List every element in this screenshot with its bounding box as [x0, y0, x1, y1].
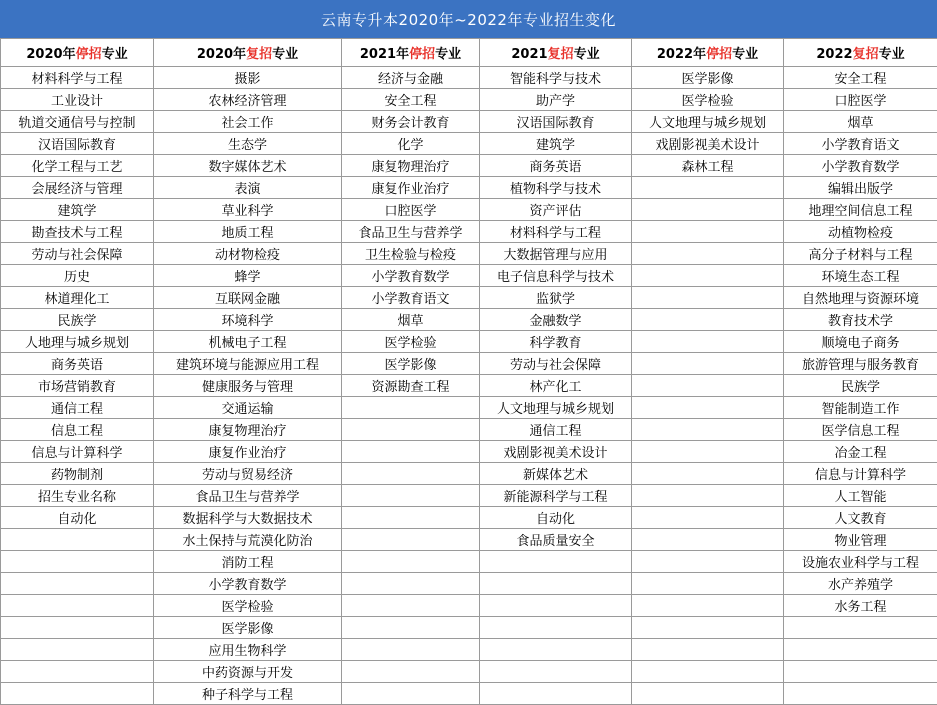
table-cell: 助产学 — [480, 89, 632, 111]
table-cell: 药物制剂 — [1, 463, 154, 485]
table-cell — [632, 331, 784, 353]
table-cell — [632, 551, 784, 573]
table-cell — [632, 683, 784, 705]
header-status: 停招 — [75, 47, 102, 62]
table-cell: 数据科学与大数据技术 — [154, 507, 342, 529]
table-cell: 草业科学 — [154, 199, 342, 221]
table-cell: 物业管理 — [784, 529, 937, 551]
table-cell: 康复物理治疗 — [154, 419, 342, 441]
table-cell: 资源勘查工程 — [342, 375, 480, 397]
table-cell — [632, 287, 784, 309]
table-cell: 智能制造工作 — [784, 397, 937, 419]
table-cell — [480, 639, 632, 661]
table-cell: 商务英语 — [480, 155, 632, 177]
table-cell: 劳动与贸易经济 — [154, 463, 342, 485]
table-cell: 建筑学 — [1, 199, 154, 221]
table-cell: 医学检验 — [632, 89, 784, 111]
table-cell: 中药资源与开发 — [154, 661, 342, 683]
table-cell: 经济与金融 — [342, 67, 480, 89]
header-year: 2022年 — [656, 47, 707, 62]
table-row — [1, 441, 937, 463]
table-cell — [632, 595, 784, 617]
table-cell: 自动化 — [1, 507, 154, 529]
table-cell: 信息与计算科学 — [1, 441, 154, 463]
table-cell: 小学教育语文 — [784, 133, 937, 155]
column-header — [784, 39, 937, 67]
table-cell — [342, 661, 480, 683]
table-cell — [342, 507, 480, 529]
table-cell: 汉语国际教育 — [480, 111, 632, 133]
table-row — [1, 133, 937, 155]
table-cell — [1, 529, 154, 551]
table-cell: 林产化工 — [480, 375, 632, 397]
table-cell — [342, 419, 480, 441]
table-row — [1, 573, 937, 595]
table-row — [1, 199, 937, 221]
table-cell — [632, 199, 784, 221]
table-row — [1, 507, 937, 529]
table-cell: 戏剧影视美术设计 — [480, 441, 632, 463]
table-cell: 材料科学与工程 — [1, 67, 154, 89]
table-row — [1, 529, 937, 551]
header-year: 2021 — [511, 47, 548, 62]
header-suffix: 专业 — [732, 47, 759, 62]
table-cell: 会展经济与管理 — [1, 177, 154, 199]
header-suffix: 专业 — [101, 47, 128, 62]
table-cell: 社会工作 — [154, 111, 342, 133]
table-cell: 资产评估 — [480, 199, 632, 221]
table-cell: 生态学 — [154, 133, 342, 155]
table-cell: 人工智能 — [784, 485, 937, 507]
header-status: 停招 — [706, 47, 733, 62]
table-cell: 化学 — [342, 133, 480, 155]
table-cell — [1, 573, 154, 595]
table-cell: 水产养殖学 — [784, 573, 937, 595]
table-cell — [632, 463, 784, 485]
table-cell: 摄影 — [154, 67, 342, 89]
table-cell — [342, 639, 480, 661]
table-cell: 教育技术学 — [784, 309, 937, 331]
table-cell — [342, 551, 480, 573]
table-cell: 地理空间信息工程 — [784, 199, 937, 221]
table-cell — [1, 639, 154, 661]
table-cell: 汉语国际教育 — [1, 133, 154, 155]
header-suffix: 专业 — [878, 47, 905, 62]
table-cell: 历史 — [1, 265, 154, 287]
table-cell — [1, 683, 154, 705]
table-cell: 通信工程 — [1, 397, 154, 419]
table-cell: 环境科学 — [154, 309, 342, 331]
table-row — [1, 485, 937, 507]
table-cell: 水务工程 — [784, 595, 937, 617]
table-cell: 安全工程 — [342, 89, 480, 111]
table-cell: 轨道交通信号与控制 — [1, 111, 154, 133]
table-cell: 化学工程与工艺 — [1, 155, 154, 177]
table-row — [1, 595, 937, 617]
table-cell — [632, 353, 784, 375]
column-header — [1, 39, 154, 67]
table-row — [1, 617, 937, 639]
table-row — [1, 177, 937, 199]
table-cell: 烟草 — [342, 309, 480, 331]
table-row — [1, 463, 937, 485]
table-cell — [1, 617, 154, 639]
table-cell — [632, 507, 784, 529]
table-cell — [632, 397, 784, 419]
table-cell: 康复作业治疗 — [342, 177, 480, 199]
table-cell: 自然地理与资源环境 — [784, 287, 937, 309]
table-cell: 人文地理与城乡规划 — [480, 397, 632, 419]
table-cell: 种子科学与工程 — [154, 683, 342, 705]
header-year: 2021年 — [359, 47, 410, 62]
table-cell: 金融数学 — [480, 309, 632, 331]
table-cell: 旅游管理与服务教育 — [784, 353, 937, 375]
table-cell: 材料科学与工程 — [480, 221, 632, 243]
header-suffix: 专业 — [435, 47, 462, 62]
table-cell — [632, 243, 784, 265]
table-cell — [632, 419, 784, 441]
table-cell — [342, 529, 480, 551]
table-cell — [632, 529, 784, 551]
table-cell — [342, 683, 480, 705]
table-row — [1, 265, 937, 287]
table-cell: 新能源科学与工程 — [480, 485, 632, 507]
table-cell: 植物科学与技术 — [480, 177, 632, 199]
table-cell: 高分子材料与工程 — [784, 243, 937, 265]
table-cell — [480, 551, 632, 573]
table-cell: 小学教育语文 — [342, 287, 480, 309]
table-cell: 大数据管理与应用 — [480, 243, 632, 265]
table-cell: 顺境电子商务 — [784, 331, 937, 353]
table-cell — [632, 573, 784, 595]
table-cell — [632, 265, 784, 287]
table-cell — [1, 661, 154, 683]
table-cell — [480, 683, 632, 705]
table-cell: 人文地理与城乡规划 — [632, 111, 784, 133]
table-cell: 口腔医学 — [784, 89, 937, 111]
table-row — [1, 419, 937, 441]
table-cell: 医学影像 — [342, 353, 480, 375]
table-cell: 新媒体艺术 — [480, 463, 632, 485]
table-cell: 动材物检疫 — [154, 243, 342, 265]
table-row — [1, 243, 937, 265]
table-row — [1, 67, 937, 89]
table-cell: 人地理与城乡规划 — [1, 331, 154, 353]
header-row — [1, 39, 937, 67]
table-cell — [342, 595, 480, 617]
table-cell: 数字媒体艺术 — [154, 155, 342, 177]
table-cell: 医学信息工程 — [784, 419, 937, 441]
table-cell — [632, 441, 784, 463]
table-cell — [342, 573, 480, 595]
table-cell: 食品质量安全 — [480, 529, 632, 551]
table-cell: 食品卫生与营养学 — [154, 485, 342, 507]
table-row — [1, 89, 937, 111]
table-cell — [784, 683, 937, 705]
table-cell — [480, 573, 632, 595]
table-cell: 交通运输 — [154, 397, 342, 419]
column-header — [154, 39, 342, 67]
column-header — [480, 39, 632, 67]
table-cell: 劳动与社会保障 — [1, 243, 154, 265]
table-cell — [480, 661, 632, 683]
table-cell: 水土保持与荒漠化防治 — [154, 529, 342, 551]
table-cell — [342, 463, 480, 485]
table-cell: 人文教育 — [784, 507, 937, 529]
table-cell — [632, 375, 784, 397]
table-cell: 招生专业名称 — [1, 485, 154, 507]
table-cell: 安全工程 — [784, 67, 937, 89]
table-cell: 健康服务与管理 — [154, 375, 342, 397]
table-cell: 互联网金融 — [154, 287, 342, 309]
table-cell: 智能科学与技术 — [480, 67, 632, 89]
table-cell: 烟草 — [784, 111, 937, 133]
table-cell — [632, 221, 784, 243]
column-header — [632, 39, 784, 67]
header-status: 复招 — [547, 47, 574, 62]
table-cell: 消防工程 — [154, 551, 342, 573]
header-status: 复招 — [852, 47, 879, 62]
table-cell: 食品卫生与营养学 — [342, 221, 480, 243]
table-cell: 电子信息科学与技术 — [480, 265, 632, 287]
table-cell: 机械电子工程 — [154, 331, 342, 353]
table-cell — [1, 595, 154, 617]
table-cell: 农林经济管理 — [154, 89, 342, 111]
table-cell — [632, 177, 784, 199]
table-cell: 科学教育 — [480, 331, 632, 353]
table-cell: 蜂学 — [154, 265, 342, 287]
table-cell — [342, 441, 480, 463]
table-cell: 医学检验 — [154, 595, 342, 617]
table-cell: 劳动与社会保障 — [480, 353, 632, 375]
table-row — [1, 661, 937, 683]
table-cell — [632, 617, 784, 639]
table-cell: 民族学 — [784, 375, 937, 397]
table-cell: 医学影像 — [154, 617, 342, 639]
table-cell: 编辑出版学 — [784, 177, 937, 199]
table-row — [1, 155, 937, 177]
table-cell: 信息工程 — [1, 419, 154, 441]
table-cell: 监狱学 — [480, 287, 632, 309]
table-cell — [784, 639, 937, 661]
table-cell: 商务英语 — [1, 353, 154, 375]
table-cell: 信息与计算科学 — [784, 463, 937, 485]
table-cell — [342, 397, 480, 419]
table-row — [1, 287, 937, 309]
table-row — [1, 221, 937, 243]
table-cell: 地质工程 — [154, 221, 342, 243]
table-row — [1, 375, 937, 397]
table-row — [1, 683, 937, 705]
table-cell: 表演 — [154, 177, 342, 199]
column-header — [342, 39, 480, 67]
table-cell: 医学检验 — [342, 331, 480, 353]
table-cell: 冶金工程 — [784, 441, 937, 463]
table-cell — [784, 661, 937, 683]
table-cell: 工业设计 — [1, 89, 154, 111]
table-cell — [632, 309, 784, 331]
page-title: 云南专升本2020年~2022年专业招生变化 — [0, 0, 937, 38]
table-cell: 市场营销教育 — [1, 375, 154, 397]
table-cell: 自动化 — [480, 507, 632, 529]
table-cell — [632, 485, 784, 507]
table-cell — [784, 617, 937, 639]
table-cell — [480, 617, 632, 639]
header-year: 2020年 — [26, 47, 76, 62]
header-suffix: 专业 — [272, 47, 299, 62]
table-row — [1, 111, 937, 133]
table-cell — [632, 661, 784, 683]
table-row — [1, 331, 937, 353]
table-cell: 医学影像 — [632, 67, 784, 89]
table-cell: 戏剧影视美术设计 — [632, 133, 784, 155]
table-row — [1, 309, 937, 331]
table-cell — [1, 551, 154, 573]
header-year: 2020年 — [196, 47, 247, 62]
table-cell: 建筑学 — [480, 133, 632, 155]
table-row — [1, 551, 937, 573]
table-cell: 通信工程 — [480, 419, 632, 441]
table-row — [1, 639, 937, 661]
table-cell: 勘查技术与工程 — [1, 221, 154, 243]
table-cell: 动植物检疫 — [784, 221, 937, 243]
table-cell — [342, 617, 480, 639]
table-row — [1, 397, 937, 419]
table-row — [1, 353, 937, 375]
table-cell: 小学教育数学 — [342, 265, 480, 287]
header-status: 停招 — [409, 47, 436, 62]
table-cell: 应用生物科学 — [154, 639, 342, 661]
table-cell: 卫生检验与检疫 — [342, 243, 480, 265]
table-cell — [480, 595, 632, 617]
table-cell: 建筑环境与能源应用工程 — [154, 353, 342, 375]
enrollment-change-table — [0, 38, 937, 705]
table-cell: 小学教育数学 — [154, 573, 342, 595]
table-cell — [632, 639, 784, 661]
table-cell: 口腔医学 — [342, 199, 480, 221]
table-cell: 康复物理治疗 — [342, 155, 480, 177]
header-status: 复招 — [246, 47, 273, 62]
table-cell — [342, 485, 480, 507]
table-cell: 康复作业治疗 — [154, 441, 342, 463]
header-suffix: 专业 — [573, 47, 600, 62]
table-cell: 民族学 — [1, 309, 154, 331]
header-year: 2022 — [816, 47, 853, 62]
table-cell: 环境生态工程 — [784, 265, 937, 287]
table-cell: 设施农业科学与工程 — [784, 551, 937, 573]
table-body — [1, 67, 937, 705]
table-cell: 小学教育数学 — [784, 155, 937, 177]
table-cell: 财务会计教育 — [342, 111, 480, 133]
table-cell: 林道理化工 — [1, 287, 154, 309]
table-cell: 森林工程 — [632, 155, 784, 177]
